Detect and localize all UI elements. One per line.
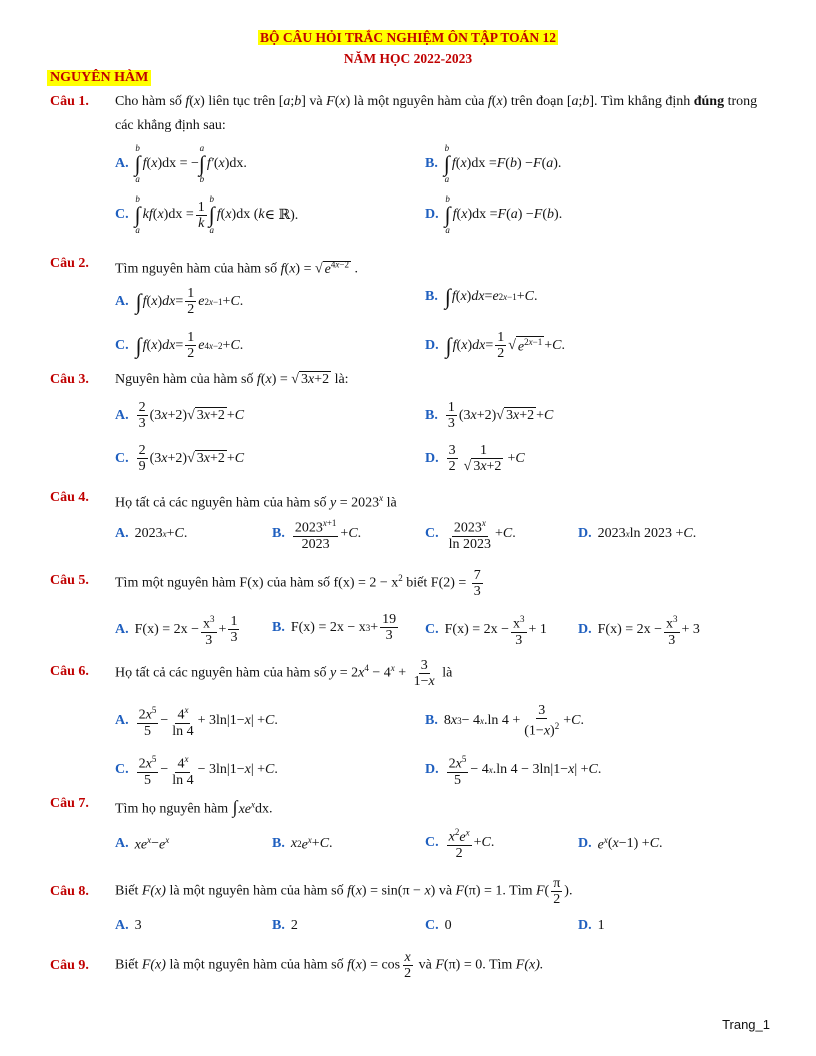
option-a[interactable]: A. $\frac{2x^5}{5}$ − $\frac{4^x}{\ln 4}$ + 3ln|1− x | + C . (115, 705, 278, 739)
document-title: BỘ CÂU HỎI TRẮC NGHIỆM ÔN TẬP TOÁN 12 (259, 30, 557, 45)
school-year: NĂM HỌC 2022-2023 (343, 51, 473, 66)
question-label: Câu 2. (50, 256, 89, 271)
option-b[interactable]: B. 8 x 3 − 4 x .ln 4 + $\frac{3}{(1-x)^2}$ + C . (425, 703, 584, 739)
option-a[interactable]: A. $xe^x$ − $e^x$ (115, 835, 170, 853)
option-b[interactable]: B. x 2 $e^x$ + C . (272, 835, 333, 853)
question-text: Họ tất cả các nguyên hàm của hàm số $y = 2023^x$ là (115, 493, 397, 511)
option-b[interactable]: B. b ∫ a f ( x )dx = F ( b ) − F ( a ). (425, 143, 562, 184)
option-d[interactable]: D. $e^x$ ( x −1) + C . (578, 835, 663, 853)
question-text: Họ tất cả các nguyên hàm của hàm số $y = 2x^4 - 4^x$ + $\frac{3}{1-x}$ là (115, 657, 453, 689)
option-d[interactable]: D. 2023 x ln 2023 + C . (578, 526, 697, 541)
option-c[interactable]: C. F(x) = 2x − $\frac{x^3}{3}$ + 1 (425, 614, 547, 648)
question-text: Nguyên hàm của hàm số f(x) = √ 3x+2 là: (115, 372, 349, 387)
option-c[interactable]: C. 0 (425, 918, 452, 933)
option-a[interactable]: A. b ∫ a f ( x )dx = − a ∫ b f′ ( x )dx. (115, 143, 247, 184)
question-label: Câu 8. (50, 884, 89, 899)
question-label: Câu 3. (50, 372, 89, 387)
question-label: Câu 9. (50, 958, 89, 973)
option-c[interactable]: C. $\frac{2x^5}{5}$ − $\frac{4^x}{\ln 4}$ − 3ln|1− x | + C . (115, 754, 278, 788)
option-d[interactable]: D. ∫ f ( x ) dx = $\frac{1}{2}$ √ $e^{2x-1}$ + C . (425, 330, 565, 361)
option-d[interactable]: D. b ∫ a f ( x )dx = F ( a ) − F ( b ). (425, 194, 563, 235)
option-b[interactable]: B. F(x) = 2x − x 3 + $\frac{19}{3}$ (272, 612, 397, 643)
question-text: Biết F(x) là một nguyên hàm của hàm số f(x) = cos $\frac{x}{2}$ và F(π) = 0. Tìm F(x). (115, 950, 544, 981)
option-d[interactable]: D. $\frac{2x^5}{5}$ − 4 x .ln 4 − 3ln|1− x | + C . (425, 754, 602, 788)
option-a[interactable]: A. 3 (115, 918, 142, 933)
question-label: Câu 1. (50, 94, 89, 109)
option-b[interactable]: B. ∫ f ( x ) dx = e 2x−1 + C . (425, 284, 538, 309)
question-text: Tìm nguyên hàm của hàm số f(x) = √ $e^{4x-2}$ . (115, 259, 358, 277)
page-footer: Trang_1 (722, 1017, 770, 1032)
question-label: Câu 5. (50, 573, 89, 588)
question-label: Câu 7. (50, 796, 89, 811)
question-text: Biết F(x) là một nguyên hàm của hàm số f(x) = sin(π − x) và F(π) = 1. Tìm F( $\frac{\pi}{2}$ ). (115, 876, 573, 907)
option-c[interactable]: C. ∫ f ( x ) dx = $\frac{1}{2}$ e 4x−2 + C . (115, 330, 244, 361)
option-a[interactable]: A. $\frac{2}{3}$ (3 x +2)√ 3x+2 + C (115, 400, 245, 431)
question-text: Tìm họ nguyên hàm $\int xe^xdx$. (115, 796, 273, 817)
option-d[interactable]: D. F(x) = 2x − $\frac{x^3}{3}$ + 3 (578, 614, 700, 648)
option-c[interactable]: C. $\frac{2}{9}$ (3 x +2)√ 3x+2 + C (115, 443, 245, 474)
question-text: Cho hàm số f(x) liên tục trên [a;b] và F(x) là một nguyên hàm của f(x) trên đoạn [a;b]. Tìm khẳng định đúng trong các khẳng định sau: (115, 94, 758, 133)
section-heading: NGUYÊN HÀM (47, 70, 151, 86)
option-a[interactable]: A. F(x) = 2x − $\frac{x^3}{3}$ + $\frac{1}{3}$ (115, 614, 238, 648)
option-c[interactable]: C. $\frac{x^2e^x}{2}$ + C . (425, 827, 495, 861)
option-b[interactable]: B. $\frac{2023^{x+1}}{2023}$ + C . (272, 518, 362, 552)
option-b[interactable]: B. 2 (272, 918, 298, 933)
option-b[interactable]: B. $\frac{1}{3}$ (3 x +2)√ 3x+2 + C (425, 400, 554, 431)
question-label: Câu 6. (50, 664, 89, 679)
question-text: Tìm một nguyên hàm F(x) của hàm số $f(x) = 2 - x^2$ biết F(2) = $\frac{7}{3}$ (115, 567, 481, 599)
option-d[interactable]: D. 1 (578, 918, 605, 933)
option-a[interactable]: A. ∫ f ( x ) dx = $\frac{1}{2}$ e 2x−1 + C . (115, 286, 244, 317)
question-label: Câu 4. (50, 490, 89, 505)
option-c[interactable]: C. b ∫ a kf ( x )dx = $\frac{1}{k}$ b ∫ a f ( x )dx ( k ∈ ℝ). (115, 194, 299, 235)
option-c[interactable]: C. $\frac{2023^x}{\ln 2023}$ + C . (425, 518, 516, 552)
option-a[interactable]: A. 2023 x + C . (115, 526, 188, 541)
option-d[interactable]: D. $\frac{3}{2}$ $\frac{1}{√ 3x+2}$ + C (425, 443, 525, 474)
